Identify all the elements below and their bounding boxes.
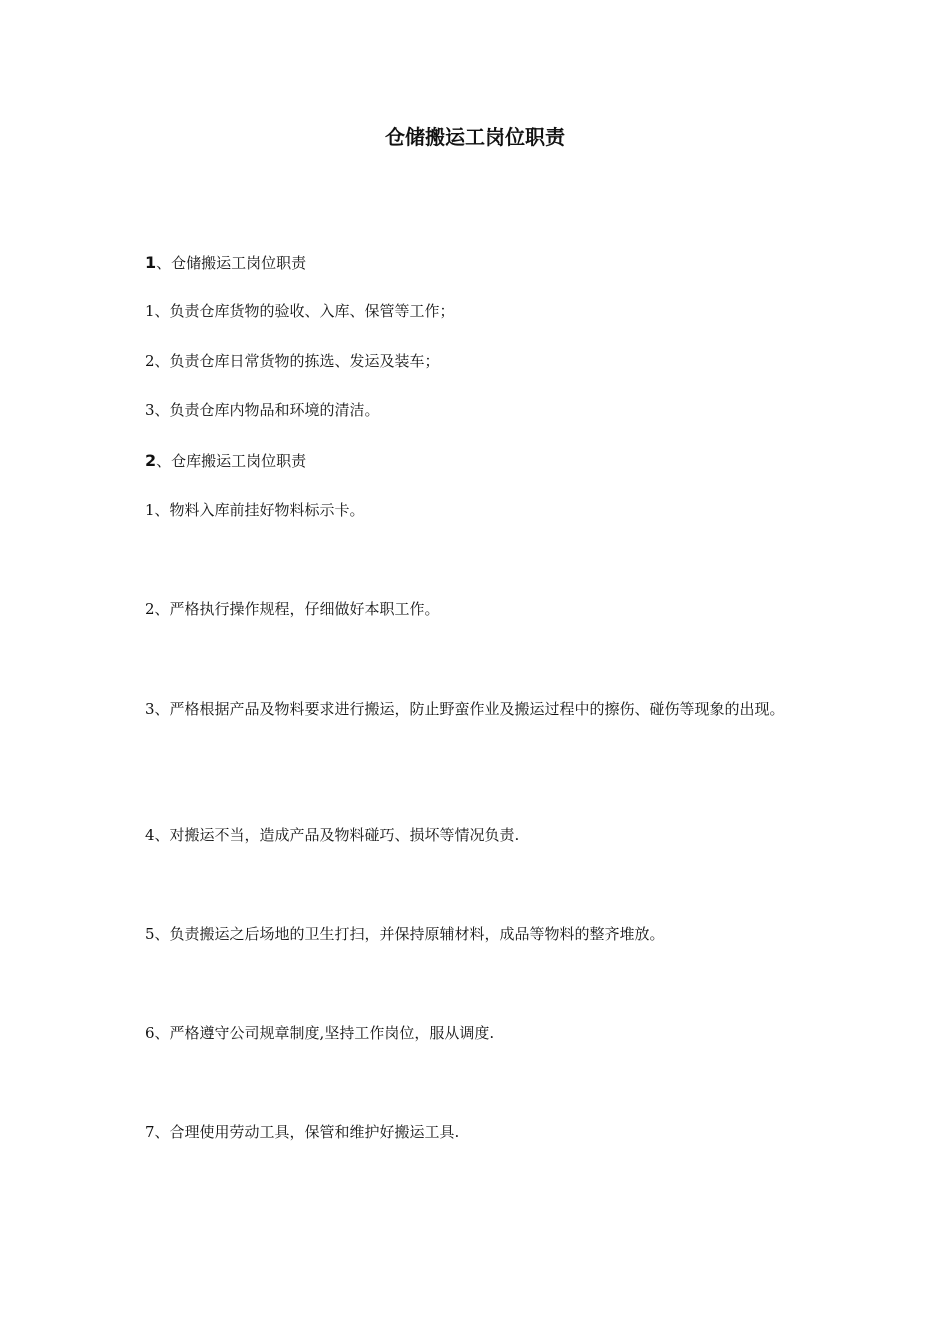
section-2-number: 2: [145, 451, 157, 470]
section-2-item-6: 6、严格遵守公司规章制度,坚持工作岗位，服从调度.: [145, 1024, 495, 1042]
section-1-item-2: 2、负责仓库日常货物的拣选、发运及装车；: [145, 352, 440, 370]
section-2-item-7: 7、合理使用劳动工具，保管和维护好搬运工具.: [145, 1123, 460, 1141]
section-1-item-1: 1、负责仓库货物的验收、入库、保管等工作；: [145, 302, 455, 320]
section-2-heading: [145, 447, 810, 475]
section-2-item-1: 1、物料入库前挂好物料标示卡。: [145, 501, 365, 519]
section-1-item-3: 3、负责仓库内物品和环境的清洁。: [145, 401, 380, 419]
section-2-item-2: 2、严格执行操作规程，仔细做好本职工作。: [145, 600, 440, 618]
section-1-title: 、仓储搬运工岗位职责: [156, 254, 307, 272]
section-2-item-4: 4、对搬运不当，造成产品及物料碰巧、损坏等情况负责.: [145, 826, 520, 844]
section-1-heading: [145, 249, 810, 277]
document-title: 仓储搬运工岗位职责: [385, 125, 565, 149]
section-2-title: 、仓库搬运工岗位职责: [156, 452, 307, 470]
section-2-item-3: 3、严格根据产品及物料要求进行搬运，防止野蛮作业及搬运过程中的擦伤、碰伤等现象的出现。: [145, 700, 785, 718]
section-1-number: 1: [145, 253, 157, 272]
section-2-item-5: 5、负责搬运之后场地的卫生打扫，并保持原辅材料，成品等物料的整齐堆放。: [145, 925, 665, 943]
